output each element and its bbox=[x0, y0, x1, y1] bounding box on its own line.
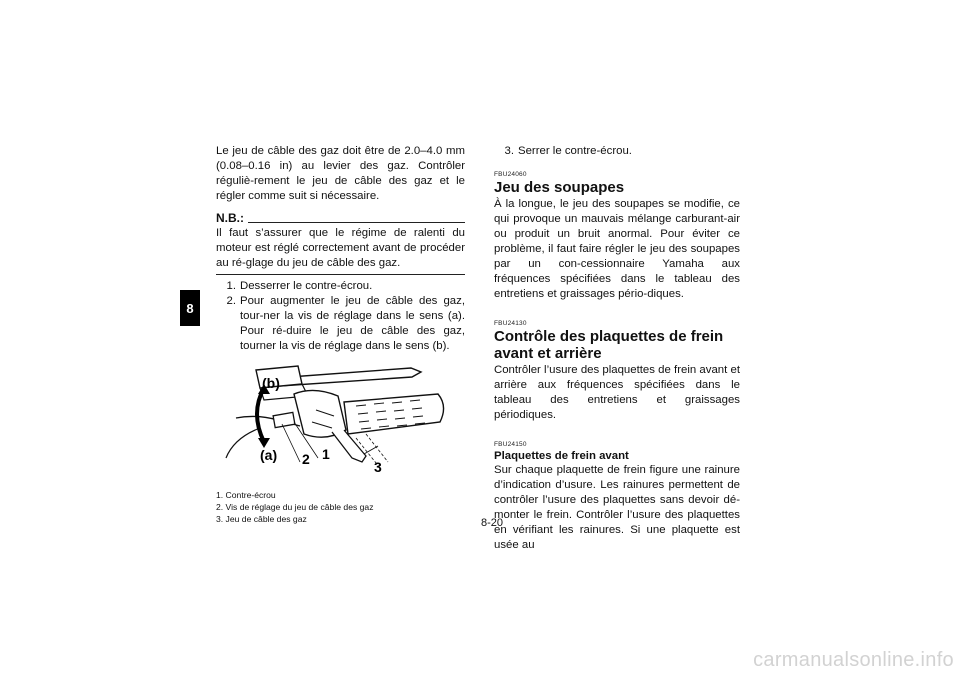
section-text-valve-clearance: À la longue, le jeu des soupapes se modifie, ce qui provoque un mauvais mélange carburant-air ou produit un bruit anormal. Pour éviter ce problème, il faut faire régler le jeu des soupapes par un con-cessionnaire Yamaha aux fréquences spécifiées dans le tableau des entretiens et graissages pério-diques. bbox=[494, 198, 740, 300]
left-column bbox=[216, 144, 465, 525]
chapter-tab: 8 bbox=[180, 290, 200, 326]
section-title-valve-clearance: Jeu des soupapes bbox=[494, 179, 625, 196]
figure-label-b: (b) bbox=[262, 375, 280, 391]
step-text: Pour augmenter le jeu de câble des gaz, tour-ner la vis de réglage dans le sens (a). Pour ré-duire le jeu de câble des gaz, tourner la vis de réglage dans le sens (b). bbox=[240, 295, 465, 352]
section-code: FBU24150 bbox=[494, 441, 527, 448]
note-rule bbox=[248, 222, 465, 223]
subsection-text-front-pads: Sur chaque plaquette de frein figure une rainure d’indication d’usure. Les rainures permettent de contrôler l’usure des plaquettes sans devoir dé-monter le frein. Contrôler l’usure des plaquettes en vérifiant les rainures. Si une plaquette est usée au bbox=[494, 464, 740, 551]
steps-list-continued bbox=[494, 144, 740, 159]
subsection-title-front-pads: Plaquettes de frein avant bbox=[494, 450, 629, 462]
figure-label-2: 2 bbox=[302, 451, 310, 467]
list-item bbox=[494, 144, 740, 159]
note-label: N.B.: bbox=[216, 211, 244, 225]
note-header bbox=[216, 211, 465, 226]
section-title-brake-pads: Contrôle des plaquettes de frein avant et arrière bbox=[494, 328, 724, 362]
caption-item: 1. Contre-écrou bbox=[216, 490, 276, 500]
step-number: 3. bbox=[504, 145, 514, 157]
figure-label-3: 3 bbox=[374, 459, 382, 475]
caption-item: 3. Jeu de câble des gaz bbox=[216, 514, 307, 524]
section-code: FBU24130 bbox=[494, 320, 527, 327]
section-text-brake-pads: Contrôler l’usure des plaquettes de frein avant et arrière aux fréquences spécifiées dans le tableau des entretiens et graissages périodiques. bbox=[494, 364, 740, 421]
figure-captions bbox=[216, 489, 465, 525]
section-code: FBU24060 bbox=[494, 171, 527, 178]
figure-label-1: 1 bbox=[322, 446, 330, 462]
note-end-rule bbox=[216, 274, 465, 275]
note-text: Il faut s’assurer que le régime de ralenti du moteur est réglé correctement avant de procéder au ré-glage du jeu de câble des gaz. bbox=[216, 227, 465, 269]
list-item bbox=[216, 294, 465, 354]
page-number: 8-20 bbox=[480, 517, 504, 529]
throttle-lever-illustration bbox=[216, 358, 465, 476]
list-item bbox=[216, 279, 465, 294]
watermark: carmanualsonline.info bbox=[753, 649, 954, 671]
step-text: Serrer le contre-écrou. bbox=[518, 145, 632, 157]
steps-list bbox=[216, 279, 465, 354]
right-column bbox=[494, 144, 740, 553]
caption-item: 2. Vis de réglage du jeu de câble des gaz bbox=[216, 502, 374, 512]
figure-label-a: (a) bbox=[260, 447, 278, 463]
step-number: 1. bbox=[226, 280, 236, 292]
step-text: Desserrer le contre-écrou. bbox=[240, 280, 373, 292]
intro-paragraph: Le jeu de câble des gaz doit être de 2.0–4.0 mm (0.08–0.16 in) au levier des gaz. Contrôler réguliè-rement le jeu de câble des gaz et le régler comme suit si nécessaire. bbox=[216, 145, 465, 202]
step-number: 2. bbox=[226, 295, 236, 307]
